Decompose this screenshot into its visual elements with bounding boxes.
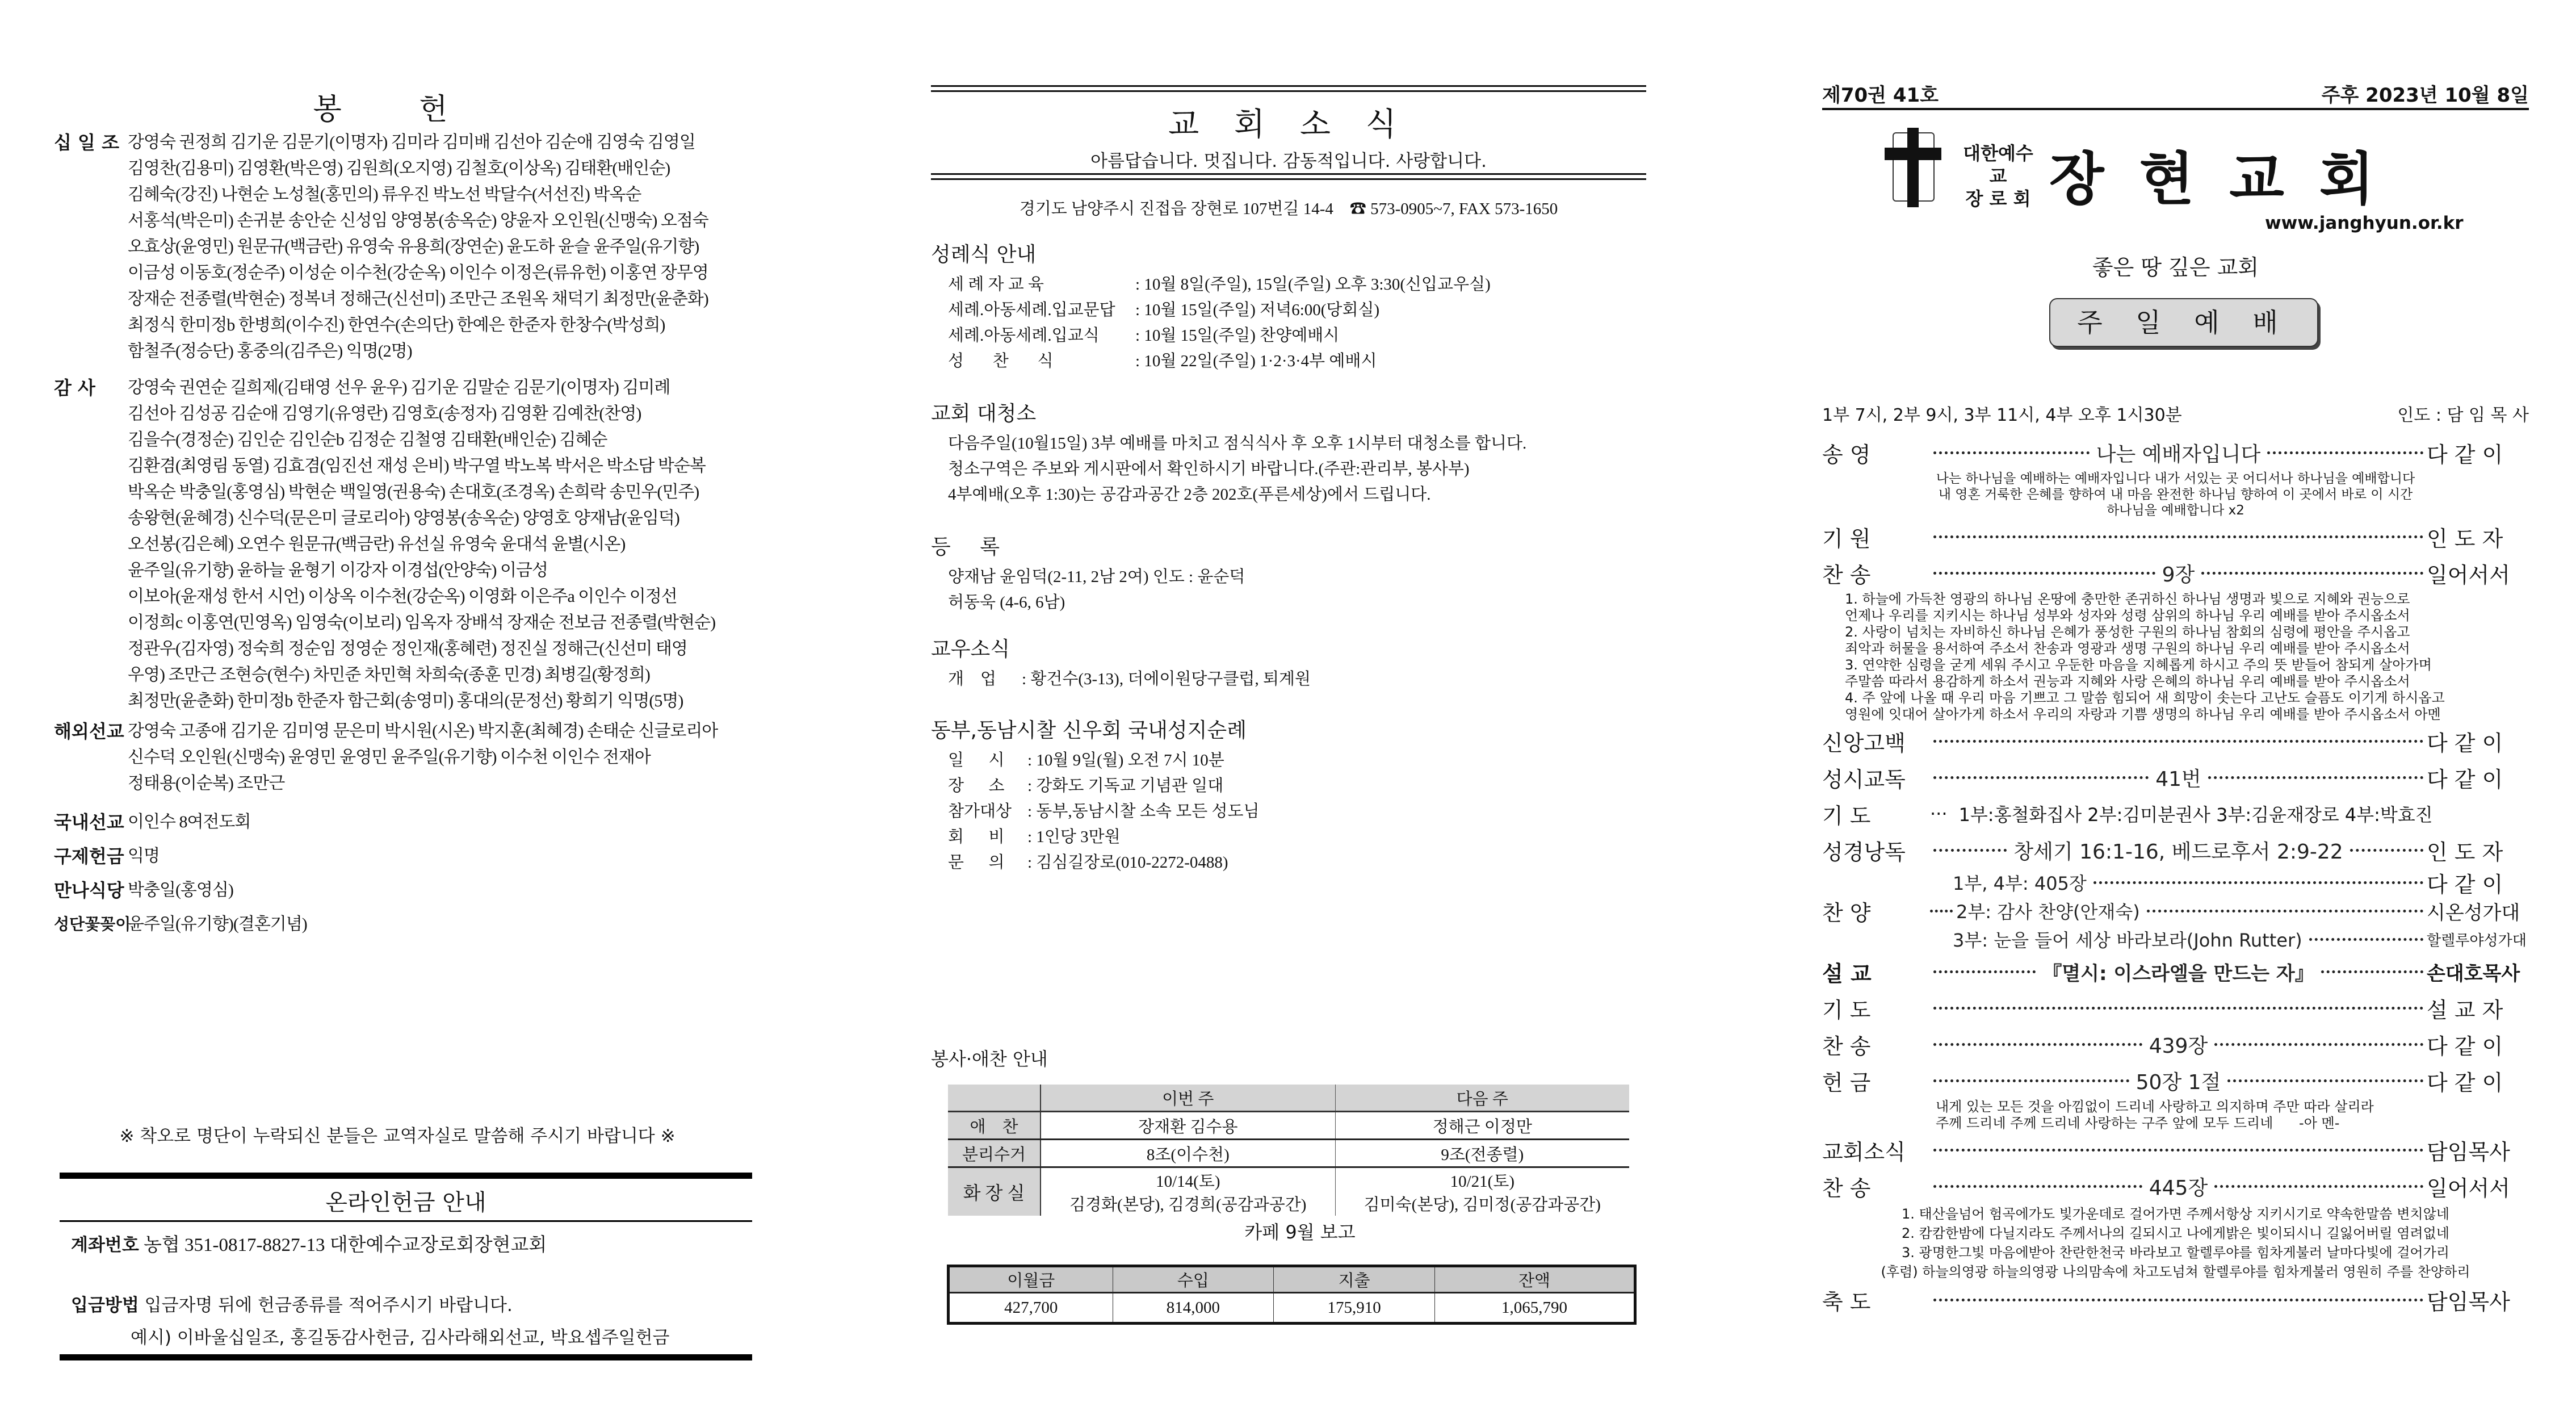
offering-label: 해외선교 xyxy=(54,721,124,742)
deposit-example: 예시) 이바울십일조, 홍길동감사헌금, 김사라해외선교, 박요셉주일헌금 xyxy=(131,1328,670,1348)
offering-names: 강영숙 고종애 김기운 김미영 문은미 박시원(시온) 박지훈(최혜경) 손태순 신글로리아 신수덕 오인원(신맹숙) 윤영민 윤영민 윤주일(유기향) 이수천 이인수 전재아 정태용(이순복) 조만근 xyxy=(128,722,718,793)
offering-thanks xyxy=(54,375,792,714)
cafe-report-table: 이월금 수입 지출 잔액 427,700 814,000 175,910 1,065,790 xyxy=(947,1265,1637,1325)
table-row: 화 장 실 10/14(토) 김경화(본당), 김경희(공감과공간) 10/21(토) 김미숙(본당), 김미정(공감과공간) xyxy=(948,1167,1629,1216)
slogan: 아름답습니다. 멋집니다. 감동적입니다. 사랑합니다. xyxy=(1090,151,1487,171)
offering-label: 감 사 xyxy=(54,377,95,399)
sacrament-section: 성례식 안내 세 례 자 교 육 : 10월 8일(주일), 15일(주일) 오후 3:30(신입교우실) 세례.아동세례.입교문답 : 10월 15일(주일) 저녁6:00(당회실) 세례.아동세례.입교식 : 10월 15일(주일) 찬양예배시 성 찬 식 : 10월 22일(주일) 1·2·3·4부 예배시 xyxy=(931,243,1491,370)
order-item: 찬 송 445장 일어서서 xyxy=(1822,1175,2510,1201)
offering-overseas-mission xyxy=(54,718,792,797)
account-number: 계좌번호 농협 351-0817-8827-13 대한예수교장로회장현교회 xyxy=(71,1235,547,1255)
service-heading: 봉사·애찬 안내 xyxy=(931,1048,1048,1070)
offering-tithe xyxy=(54,129,792,365)
offering-names: 강영숙 권정희 김기운 김문기(이명자) 김미라 김미배 김선아 김순애 김영숙 김영일 김영찬(김용미) 김영환(박은영) 김원희(오지영) 김철호(이상옥) 김태환(배인순) 김혜숙(강진) 나현순 노성철(홍민의) 류우진 박노선 박달수(서선진) 박옥순 서홍석(박은미) 손귀분 송안순 신성임 양영봉(송옥순) 양윤자 오인원(신맹숙) 오점숙 오효상(윤영민) 원문규(백금란) 유영숙 유용희(장연순) 윤도하 윤슬 윤주일(유기향) 이금성 이동호(정순주) 이성순 이수천(강순옥) 이인수 이정은(류유헌) 이홍연 장무영 장재순 전종렬(박현순) 정복녀 정해근(신선미) 조만근 조원옥 채덕기 최정만(윤춘화) 최정식 한미정b 한병희(이수진) 한연수(손의단) 한예은 한준자 한창수(박성희) 함철주(정승단) 홍중의(김주은) 익명(2명) xyxy=(128,133,708,361)
church-news-page xyxy=(931,0,1669,1415)
pilgrimage-section: 동부,동남시찰 신우회 국내성지순례 일 시 : 10월 9일(월) 오전 7시 10분 장 소 : 강화도 기독교 기념관 일대 참가대상 : 동부,동남시찰 소속 모든 성도님 회 비 : 1인당 3만원 문 의 : 김심길장로(010-2272-0488) xyxy=(931,719,1260,872)
order-item: 1부, 4부: 405장 다 같 이 xyxy=(1953,872,2503,897)
cafe-report-title: 카페 9월 보고 xyxy=(1244,1221,1356,1243)
order-item: 찬 송 439장 다 같 이 xyxy=(1822,1033,2503,1059)
member-news-section: 교우소식 개 업 : 황건수(3-13), 더에이원당구클럽, 퇴계원 xyxy=(931,638,1311,688)
offering-altar-flowers: 성단꽃꽂이 윤주일(유기향)(결혼기념) xyxy=(54,915,307,933)
service-table: 이번 주 다음 주 애 찬 장재환 김수용 정해근 이정만 분리수거 8조(이수천) 9조(전종렬) 화 장 실 10/14(토) 김경화(본당), 김경희(공감과공간) 10/21(토) 김미숙(본당), 김미정(공감과공간) xyxy=(948,1085,1629,1216)
church-name: 장현교회 xyxy=(2049,145,2410,212)
service-times: 1부 7시, 2부 9시, 3부 11시, 4부 오후 1시30분 인도 : 담 임 목 사 xyxy=(1822,401,2529,426)
church-logo xyxy=(1885,128,2452,213)
phone-icon: ☎ xyxy=(1349,200,1366,218)
opening-lyrics: 나는 하나님을 예배하는 예배자입니다 내가 서있는 곳 어디서나 하나님을 예배합니다 내 영혼 거룩한 은혜를 향하여 내 마음 완전한 하나님 향하여 이 곳에서 바로 이 시간 하나님을 예배합니다 x2 xyxy=(1936,471,2415,518)
order-of-worship xyxy=(1822,434,2529,1318)
online-offering-title: 온라인헌금 안내 xyxy=(325,1190,486,1216)
order-item: 헌 금 50장 1절 다 같 이 xyxy=(1822,1070,2503,1095)
order-item: 성경낭독 창세기 16:1-16, 베드로후서 2:9-22 인 도 자 xyxy=(1822,839,2503,865)
bulletin-date: 주후 2023년 10월 8일 xyxy=(2321,84,2529,107)
service-title: 주 일 예 배 xyxy=(2049,298,2318,347)
bulletin-header xyxy=(1822,79,2529,107)
order-item: 축 도 담임목사 xyxy=(1822,1289,2510,1314)
order-item: 기 도 설 교 자 xyxy=(1822,997,2503,1023)
service-leader: 인도 : 담 임 목 사 xyxy=(2397,405,2529,425)
hymn-9-lyrics: 1. 하늘에 가득찬 영광의 하나님 온땅에 충만한 존귀하신 하나님 생명과 빛으로 지혜와 권능으로 언제나 우리를 지키시는 하나님 성부와 성자와 성령 삼위의 하나님 우리 예배를 받아 주시옵소서 2. 사랑이 넘치는 자비하신 하나님 은혜가 풍성한 구원의 하나님 참회의 심령에 평안을 주시옵고 죄악과 허물을 용서하여 주소서 찬송과 영광과 생명 구원의 하나님 우리 예배를 받아 주시옵소서 3. 연약한 심령을 굳게 세워 주시고 우둔한 마음을 지혜롭게 하시고 주의 뜻 받들어 참되게 살아가며 주말씀 따라서 용감하게 하소서 권능과 지혜와 사랑 은혜의 하나님 우리 예배를 받아 주시옵소서 4. 주 앞에 나올 때 우리 마음 기쁘고 그 말씀 힘되어 새 희망이 솟는다 고난도 슬픔도 이기게 하시옵고 영원에 잇대어 살아가게 하소서 우리의 자랑과 기쁨 생명의 하나님 우리 예배를 받아 주시옵소서 아멘 xyxy=(1845,591,2445,722)
worship-order-page xyxy=(1822,0,2566,1415)
website-link[interactable]: www.janghyun.or.kr xyxy=(2265,213,2464,233)
cleaning-section: 교회 대청소 다음주일(10월15일) 3부 예배를 마치고 점식식사 후 오후 1시부터 대청소를 합니다. 청소구역은 주보와 게시판에서 확인하시기 바랍니다.(주관:관리부, 봉사부) 4부예배(오후 1:30)는 공감과공간 2층 202호(푸른세상)에서 드립니다. xyxy=(931,402,1527,504)
volume-number: 제70권 41호 xyxy=(1822,84,1939,107)
page-title: 봉 헌 xyxy=(313,93,482,127)
page-title: 교 회 소 식 xyxy=(1168,106,1409,143)
church-motto: 좋은 땅 깊은 교회 xyxy=(2092,255,2259,280)
order-item: 찬 송 9장 일어서서 xyxy=(1822,562,2510,588)
order-item: 신앙고백 다 같 이 xyxy=(1822,730,2503,756)
church-address: 경기도 남양주시 진접읍 장현로 107번길 14-4 ☎ 573-0905~7, FAX 573-1650 xyxy=(1019,200,1558,218)
offering-domestic-mission: 국내선교 이인수 8여전도회 xyxy=(54,811,251,833)
hymn-445-lyrics: 1. 태산을넘어 험곡에가도 빛가운데로 걸어가면 주께서항상 지키시기로 약속한말씀 변치않네 2. 캄캄한밤에 다닐지라도 주께서나의 길되시고 나에게밝은 빛이되시니 길잃어버릴 염려없네 3. 광명한그빛 마음에받아 찬란한천국 바라보고 할렐루야를 힘차게불러 날마다빛에 걸어가리 (후렴) 하늘의영광 하늘의영광 나의맘속에 차고도넘쳐 할렐루야를 힘차게불러 영원히 주를 찬양하리 xyxy=(1881,1206,2470,1280)
order-item: 성시교독 41번 다 같 이 xyxy=(1822,767,2503,792)
offering-lyrics: 내게 있는 모든 것을 아낌없이 드리네 사랑하고 의지하며 주만 따라 살리라 주께 드리네 주께 드리네 사랑하는 구주 앞에 모두 드리네 -아 멘- xyxy=(1936,1099,2374,1131)
omission-notice: ※ 착오로 명단이 누락되신 분들은 교역자실로 말씀해 주시기 바랍니다 ※ xyxy=(119,1126,676,1146)
table-row: 427,700 814,000 175,910 1,065,790 xyxy=(949,1293,1635,1324)
offering-names: 강영숙 권연순 길희제(김태영 선우 윤우) 김기운 김말순 김문기(이명자) 김미례 김선아 김성공 김순애 김영기(유영란) 김영호(송정자) 김영환 김예찬(찬영) 김을수(경정순) 김인순 김인순b 김정순 김철영 김태환(배인순) 김혜순 김환겸(최영림 동열) 김효겸(임진선 재성 은비) 박구열 박노복 박서은 박소담 박순복 박옥순 박충일(홍영심) 박현순 백일영(권용숙) 손대호(조경옥) 손희락 송민우(민주) 송왕현(윤혜경) 신수덕(문은미 글로리아) 양영봉(송옥순) 양영호 양재남(윤임덕) 오선봉(김은혜) 오연수 원문규(백금란) 유선실 유영숙 윤대석 윤별(시온) 윤주일(유기향) 윤하늘 윤형기 이강자 이경섭(안양숙) 이금성 이보아(윤재성 한서 시언) 이상옥 이수천(강순옥) 이영화 이은주a 이인수 이정선 이정희c 이홍연(민영옥) 임영숙(이보리) 임옥자 장배석 장재순 전보금 전종렬(박현순) 정관우(김자영) 정숙희 정순임 정영순 정인재(홍혜련) 정진실 정해근(신선미 태영 우영) 조만근 조현승(현수) 차민준 차민혁 차희숙(종훈 민경) 최병길(황정희) 최정만(윤춘화) 한미정b 한준자 함근회(송영미) 홍대의(문정선) 황희기 익명(5명) xyxy=(128,378,716,710)
online-offering-box xyxy=(60,1173,752,1360)
offering-relief: 구제헌금 익명 xyxy=(54,845,160,867)
order-item: 3부: 눈을 들어 세상 바라보라(John Rutter) 할렐루야성가대 xyxy=(1953,930,2527,951)
offering-label: 십 일 조 xyxy=(54,132,120,153)
order-item: 찬 양 2부: 감사 찬양(안재숙) 시온성가대 xyxy=(1822,900,2520,926)
registration-section: 등 록 양재남 윤임덕(2-11, 2남 2여) 인도 : 윤순덕 허동욱 (4-6, 6남) xyxy=(931,535,1245,612)
table-row: 애 찬 장재환 김수용 정해근 이정만 xyxy=(948,1112,1629,1140)
cross-icon xyxy=(1907,128,1919,207)
order-item-sermon: 설 교 『멸시: 이스라엘을 만드는 자』 손대호목사 xyxy=(1822,961,2520,986)
deposit-method: 입금방법 입금자명 뒤에 헌금종류를 적어주시기 바랍니다. xyxy=(71,1295,513,1316)
offering-page xyxy=(0,0,795,1415)
order-item: 송 영 나는 예배자입니다 다 같 이 xyxy=(1822,442,2503,467)
order-item: 교회소식 담임목사 xyxy=(1822,1139,2510,1165)
order-item: 기 원 인 도 자 xyxy=(1822,526,2503,551)
table-row: 분리수거 8조(이수천) 9조(전종렬) xyxy=(948,1140,1629,1167)
order-item: 기 도 ··· 1부:홍철화집사 2부:김미분권사 3부:김윤재장로 4부:박효진 xyxy=(1822,803,2433,828)
denomination: 대한예수교 장 로 회 xyxy=(1963,143,2033,210)
offering-manna-kitchen: 만나식당 박충일(홍영심) xyxy=(54,880,233,901)
